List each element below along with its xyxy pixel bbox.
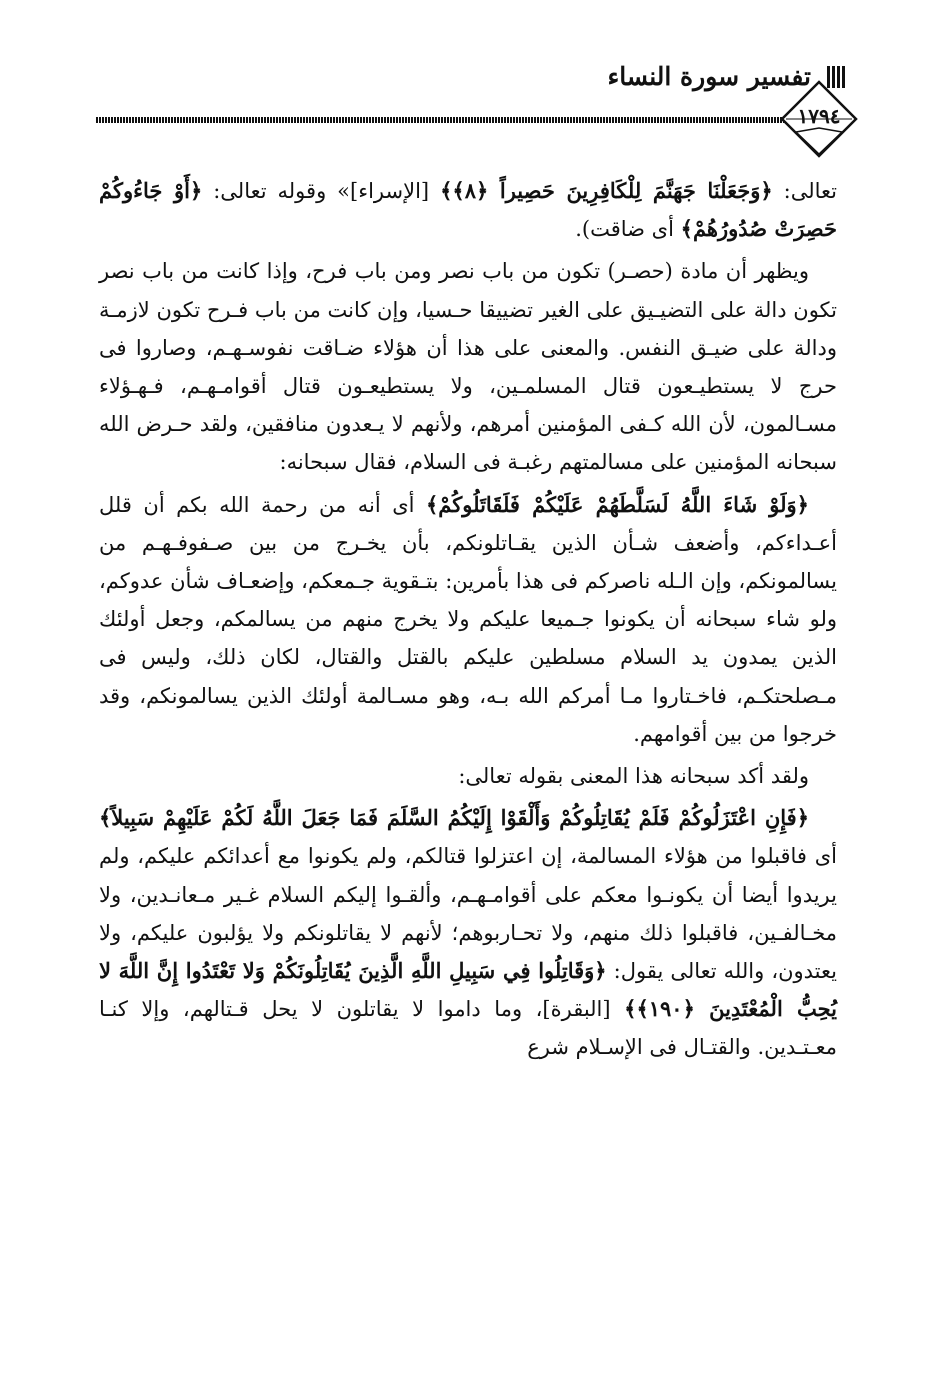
paragraph [99, 486, 837, 753]
paragraph-text: ولقد أكد سبحانه هذا المعنى بقوله تعالى: [458, 764, 809, 789]
paragraph-text: تعالى: [772, 179, 837, 203]
quran-verse: ﴿وَجَعَلْنَا جَهَنَّمَ لِلْكَافِرِينَ حَصِيراً ﴿٨﴾﴾ [440, 178, 773, 203]
paragraph [99, 799, 837, 1066]
paragraph-text: أى أنه من رحمة الله بكم أن قلل أعـداءكم، وأضعف شـأن الذين يقـاتلونكم، بأن يخـرج من بين صـفوفـهـم من يسالمونكم، وإن الـله ناصركم فى هذا بأمرين: بتـقوية جـمعكم، وإضعـاف شأن عدوكم، ولو شاء سبحانه أن يكونوا جـميعا عليكم ولا يخرج منهم من يسالمكم، وجعل أولئك الذين يمدون يد السلام مسلطين عليكم بالقتل والقتال، لكان ذلك، وليس فى مـصلحتكـم، فاخـتاروا مـا أمركم الله بـه، وهو مسـالمة أولئك الذين يسالمونكم، وقد خرجوا من بين أقوامهم. [99, 492, 837, 746]
body-text [99, 172, 837, 1067]
paragraph-text: ويظهر أن مادة (حصـر) تكون من باب نصر ومن باب فرح، وإذا كانت من باب نصر تكون دالة على التضيـيق على الغير تضييقا حـسيا، وإن كانت من باب فـرح تكون لازمـة ودالة على ضيـق النفس. والمعنى على هذا أن هؤلاء ضـاقت نفوسـهـم، وصاروا فى حرج لا يستطيـعون قتال المسلمـين، ولا يستطيعـون قتال أقوامـهـم، فـهـؤلاء مسـالمون، لأن الله كـفى المؤمنين أمرهم، ولأنهم لا يـعدون منافقين، ولقد حـرض الله سبحانه المؤمنين على مسالمتهم رغبـة فى السلام، فقال سبحانه: [99, 259, 837, 475]
paragraph-text: [البقرة]، وما داموا لا يقاتلون لا يحل قـتالهم، وإلا كنـا معـتـدين. والقتـال فى الإسـلام شرع [99, 997, 837, 1060]
quran-verse: ﴿وَلَوْ شَاءَ اللَّهُ لَسَلَّطَهُمْ عَلَيْكُمْ فَلَقَاتَلُوكُمْ﴾ [426, 491, 809, 517]
paragraph [99, 252, 837, 481]
paragraph-text: أى فاقبلوا من هؤلاء المسالمة، إن اعتزلوا قتالكم، ولم يكونوا مع أعدائكم عليكم، ولم يريدوا أيضا أن يكونـوا معكم على أقوامـهـم، وألقـوا إليكم السلام غـير مـعانـدين، ولا مخـالفـين، فاقبلوا ذلك منهم، ولا تحـاربوهم؛ لأنهم لا يقاتلونكم ولا يؤلبون عليكم، ولا يعتدون، والله تعالى يقول: [99, 844, 837, 984]
header-rule [96, 117, 784, 123]
quran-verse: ﴿فَإِنِ اعْتَزَلُوكُمْ فَلَمْ يُقَاتِلُوكُمْ وَأَلْقَوْا إِلَيْكُمُ السَّلَمَ فَمَا جَعَلَ اللَّهُ لَكُمْ عَلَيْهِمْ سَبِيلاً﴾ [99, 805, 809, 831]
paragraph [99, 757, 837, 795]
page-header-title: تفسير سورة النساء [607, 62, 811, 91]
paragraph-text: [الإسراء]» وقوله تعالى: [202, 179, 441, 203]
page-number: ١٧٩٤ [797, 104, 841, 128]
quran-verse: ﴿وَقَاتِلُوا فِي سَبِيلِ اللَّهِ الَّذِينَ يُقَاتِلُونَكُمْ وَلا تَعْتَدُوا إِنَّ اللَّهَ لا يُحِبُّ الْمُعْتَدِينَ ﴿١٩٠﴾﴾ [99, 958, 837, 1022]
paragraph-text: أى ضاقت). [575, 217, 681, 242]
paragraph [99, 172, 837, 248]
page-number-frame [780, 80, 858, 158]
quran-verse: ﴿أَوْ جَاءُوكُمْ حَصِرَتْ صُدُورُهُمْ﴾ [99, 178, 837, 242]
